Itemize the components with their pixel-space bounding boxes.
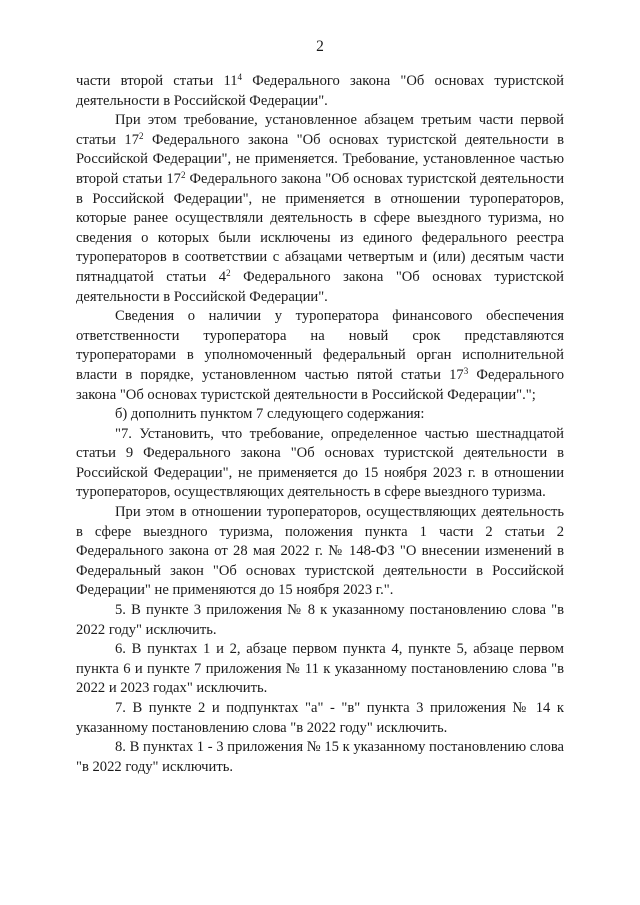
paragraph	[76, 111, 564, 307]
superscript-text: 2	[180, 170, 186, 180]
superscript-text: 4	[237, 72, 243, 83]
paragraph	[76, 601, 564, 640]
paragraph-text: 8. В пунктах 1 - 3 приложения № 15 к указанному постановлению слова "в 2022 году" исключить.	[76, 739, 564, 775]
paragraph-text: Федерального закона "Об основах туристской деятельности в Российской Федерации".";	[76, 366, 565, 403]
paragraph	[76, 699, 564, 738]
paragraph-text: Федерального закона "Об основах туристской деятельности в Российской Федерации", не применяется в отношении туроператоров, которые ранее осуществляли деятельность в сфере выездного туризма, но сведения о которых были исключены из единого федерального реестра туроператоров в соответствии с абзацами четвертым и (или) десятым части пятнадцатой статьи 4	[76, 170, 565, 285]
paragraph-text: Федерального закона "Об основах туристской деятельности в Российской Федерации".	[76, 268, 564, 305]
paragraph	[76, 405, 564, 425]
paragraph-text: Федерального закона "Об основах туристской деятельности в Российской Федерации", не применяется. Требование, установленное частью второй статьи 17	[76, 131, 564, 187]
paragraph-text: Сведения о наличии у туроператора финансового обеспечения ответственности туроператора на новый срок представляются туроператорами в уполномоченный федеральный орган исполнительной власти в порядке, установленном частью пятой статьи 17	[76, 308, 564, 383]
superscript-text: 2	[139, 130, 144, 141]
paragraph	[76, 72, 564, 111]
paragraph	[76, 640, 564, 699]
document-body	[76, 72, 564, 777]
page-number: 2	[316, 38, 324, 55]
paragraph-text: 6. В пунктах 1 и 2, абзаце первом пункта 4, пункте 5, абзаце первом пункта 6 и пункте 7 приложения № 11 к указанному постановлению слова "в 2022 и 2023 годах" исключить.	[76, 641, 564, 697]
paragraph-text: части второй статьи 11	[76, 73, 238, 89]
superscript-text: 3	[463, 365, 469, 376]
paragraph-text: Федерального закона "Об основах туристской деятельности в Российской Федерации".	[76, 73, 564, 109]
paragraph-text: 7. В пункте 2 и подпунктах "а" - "в" пункта 3 приложения № 14 к указанному постановлению слова "в 2022 году" исключить.	[76, 700, 564, 736]
paragraph	[76, 425, 564, 503]
paragraph	[76, 307, 564, 405]
paragraph	[76, 738, 564, 777]
paragraph-text: "7. Установить, что требование, определенное частью шестнадцатой статьи 9 Федерального закона "Об основах туристской деятельности в Российской Федерации", не применяется до 15 ноября 2023 г. в отношении туроператоров, осуществляющих деятельность в сфере выездного туризма.	[76, 425, 564, 501]
paragraph-text: При этом в отношении туроператоров, осуществляющих деятельность в сфере выездного туризма, положения пункта 1 части 2 статьи 2 Федерального закона от 28 мая 2022 г. № 148-ФЗ "О внесении изменений в Федеральный закон "Об основах туристской деятельности в Российской Федерации" не применяются до 15 ноября 2023 г.".	[76, 504, 564, 599]
paragraph-text: При этом требование, установленное абзацем третьим части первой статьи 17	[76, 112, 564, 148]
paragraph	[76, 503, 564, 601]
paragraph-text: 5. В пункте 3 приложения № 8 к указанному постановлению слова "в 2022 году" исключить.	[76, 602, 564, 638]
superscript-text: 2	[226, 267, 231, 278]
paragraph-text: б) дополнить пунктом 7 следующего содержания:	[115, 406, 425, 423]
